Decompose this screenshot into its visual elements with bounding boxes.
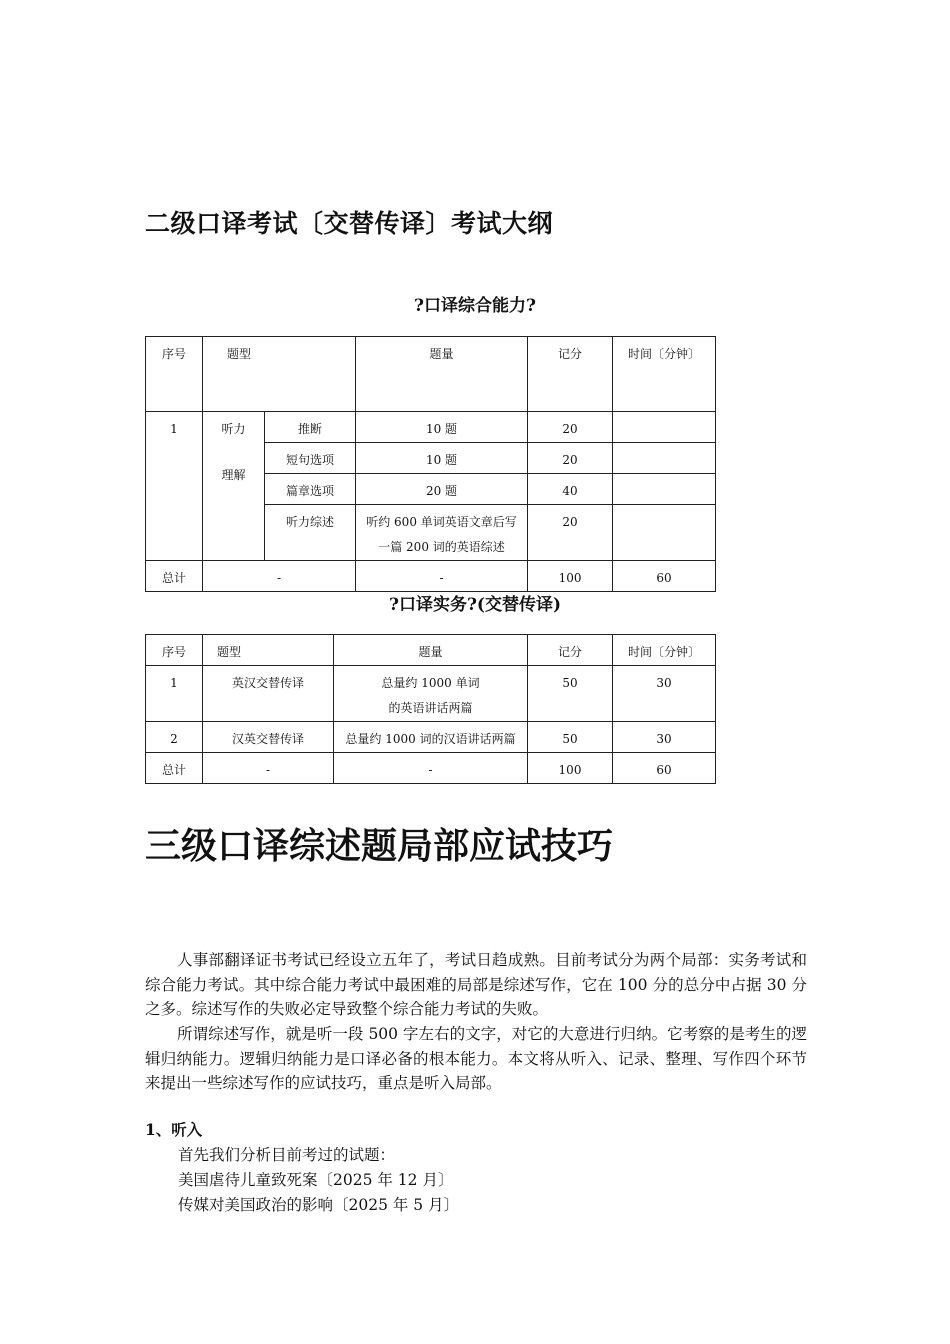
total-quantity: - — [334, 753, 528, 784]
header-cell: 记分 — [528, 337, 613, 412]
paragraph-text: 人事部翻译证书考试已经设立五年了，考试日趋成熟。目前考试分为两个局部：实务考试和综合能力考试。其中综合能力考试中最困难的局部是综述写作，它在 100 分的总分中占据 30 分之多。综述写作的失败必定导致整个综合能力考试的失败。 — [145, 951, 807, 1018]
interpretation-practice-table — [145, 634, 716, 784]
subtype-cell: 篇章选项 — [265, 474, 356, 505]
total-time: 60 — [613, 753, 716, 784]
question-type-line: 理解 — [221, 468, 246, 482]
time-cell — [613, 505, 716, 561]
subtype-cell: 推断 — [265, 412, 356, 443]
table-row — [146, 722, 716, 753]
score-cell: 20 — [528, 443, 613, 474]
header-cell: 时间〔分钟〕 — [613, 635, 716, 666]
total-quantity: - — [356, 561, 528, 592]
quantity-cell: 10 题 — [356, 412, 528, 443]
time-cell: 30 — [613, 666, 716, 722]
score-cell: 50 — [528, 666, 613, 722]
total-type: - — [203, 753, 334, 784]
header-cell: 题量 — [334, 635, 528, 666]
quantity-cell: 总量约 1000 词的汉语讲话两篇 — [334, 722, 528, 753]
header-cell: 序号 — [146, 337, 203, 412]
total-time: 60 — [613, 561, 716, 592]
total-score: 100 — [528, 753, 613, 784]
total-label: 总计 — [146, 753, 203, 784]
question-type: 英汉交替传译 — [203, 666, 334, 722]
quantity-cell: 20 题 — [356, 474, 528, 505]
article-title: 三级口译综述题局部应试技巧 — [145, 826, 614, 867]
comprehensive-ability-table — [145, 336, 716, 592]
total-row — [146, 753, 716, 784]
score-cell: 50 — [528, 722, 613, 753]
header-cell: 序号 — [146, 635, 203, 666]
quantity-cell — [334, 666, 528, 722]
text-line: 首先我们分析目前考过的试题： — [178, 1146, 396, 1164]
text-line: 美国虐待儿童致死案〔2025 年 12 月〕 — [178, 1171, 454, 1189]
time-cell — [613, 474, 716, 505]
time-cell: 30 — [613, 722, 716, 753]
article-paragraph — [145, 1022, 807, 1096]
table-header-row — [146, 635, 716, 666]
quantity-line: 一篇 200 词的英语综述 — [378, 540, 505, 554]
header-cell: 记分 — [528, 635, 613, 666]
total-label: 总计 — [146, 561, 203, 592]
score-cell: 40 — [528, 474, 613, 505]
row-number: 1 — [146, 412, 203, 561]
total-score: 100 — [528, 561, 613, 592]
table-row — [146, 412, 716, 443]
subtype-cell: 短句选项 — [265, 443, 356, 474]
quantity-line: 的英语讲话两篇 — [388, 701, 473, 715]
header-cell: 题型 — [203, 337, 356, 412]
section-heading-practice: ?口译实务?(交替传译) — [388, 595, 561, 615]
quantity-line: 总量约 1000 单词 — [381, 676, 480, 690]
paragraph-text: 所谓综述写作，就是听一段 500 字左右的文字，对它的大意进行归纳。它考察的是考生的逻辑归纳能力。逻辑归纳能力是口译必备的根本能力。本文将从听入、记录、整理、写作四个环节来提出一些综述写作的应试技巧，重点是听入局部。 — [145, 1025, 807, 1092]
score-cell: 20 — [528, 412, 613, 443]
total-type: - — [203, 561, 356, 592]
header-cell: 题量 — [356, 337, 528, 412]
header-cell: 时间〔分钟〕 — [613, 337, 716, 412]
quantity-line: 听约 600 单词英语文章后写 — [366, 515, 517, 529]
subtype-cell: 听力综述 — [265, 505, 356, 561]
section-subheading: 1、听入 — [145, 1120, 203, 1139]
quantity-cell — [356, 505, 528, 561]
question-type — [203, 412, 265, 561]
section-heading-comprehensive: ?口译综合能力? — [414, 296, 536, 316]
quantity-cell: 10 题 — [356, 443, 528, 474]
header-cell: 题型 — [203, 635, 334, 666]
total-row — [146, 561, 716, 592]
row-number: 2 — [146, 722, 203, 753]
time-cell — [613, 443, 716, 474]
question-type: 汉英交替传译 — [203, 722, 334, 753]
page-title: 二级口译考试〔交替传译〕考试大纲 — [145, 209, 554, 238]
article-paragraph — [145, 948, 807, 1022]
score-cell: 20 — [528, 505, 613, 561]
table-header-row — [146, 337, 716, 412]
question-type-line: 听力 — [221, 422, 246, 436]
table-row — [146, 666, 716, 722]
time-cell — [613, 412, 716, 443]
row-number: 1 — [146, 666, 203, 722]
text-line: 传媒对美国政治的影响〔2025 年 5 月〕 — [178, 1196, 460, 1214]
